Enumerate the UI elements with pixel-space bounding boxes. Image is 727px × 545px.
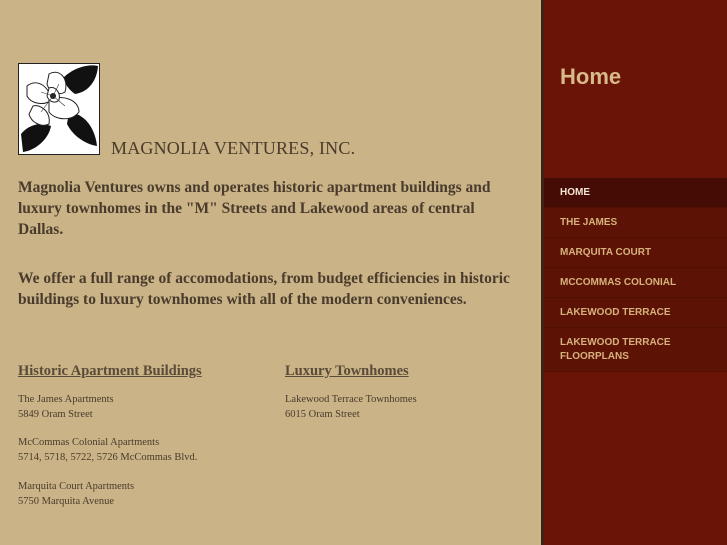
intro-paragraph-1: Magnolia Ventures owns and operates historic apartment buildings and luxury townhomes in the "M" Streets and Lakewood areas of central Dallas.: [18, 179, 491, 238]
page-title: Home: [560, 64, 622, 89]
property-name: Lakewood Terrace Townhomes: [285, 394, 417, 405]
nav-item-the-james[interactable]: THE JAMES: [544, 208, 727, 238]
historic-apartments-link[interactable]: Historic Apartment Buildings: [18, 363, 202, 379]
company-name: MAGNOLIA VENTURES, INC.: [111, 138, 356, 158]
property-address: 5849 Oram Street: [18, 408, 93, 420]
nav-item-marquita-court[interactable]: MARQUITA COURT: [544, 238, 727, 268]
list-item: [18, 480, 134, 509]
property-name: The James Apartments: [18, 394, 114, 405]
intro-paragraph-2: We offer a full range of accomodations, from budget efficiencies in historic buildings to luxury townhomes with all of the modern conveniences.: [18, 270, 510, 308]
property-name: Marquita Court Apartments: [18, 481, 135, 492]
nav-item-home[interactable]: HOME: [544, 178, 727, 208]
list-item: [285, 393, 417, 422]
magnolia-logo: [18, 63, 100, 155]
luxury-townhomes-link[interactable]: Luxury Townhomes: [285, 363, 409, 379]
property-address: 6015 Oram Street: [285, 408, 360, 420]
property-name: McCommas Colonial Apartments: [18, 437, 160, 448]
nav-item-lakewood-terrace[interactable]: LAKEWOOD TERRACE: [544, 298, 727, 328]
property-address: 5750 Marquita Avenue: [18, 495, 115, 507]
list-item: [18, 393, 114, 422]
property-address: 5714, 5718, 5722, 5726 McCommas Blvd.: [18, 451, 198, 463]
sidebar-nav: [544, 178, 727, 372]
nav-item-lakewood-terrace-floorplans[interactable]: LAKEWOOD TERRACE FLOORPLANS: [544, 328, 727, 372]
list-item: [18, 436, 197, 465]
magnolia-flower-icon: [19, 64, 99, 154]
nav-item-mccommas-colonial[interactable]: MCCOMMAS COLONIAL: [544, 268, 727, 298]
sidebar: [544, 0, 727, 545]
